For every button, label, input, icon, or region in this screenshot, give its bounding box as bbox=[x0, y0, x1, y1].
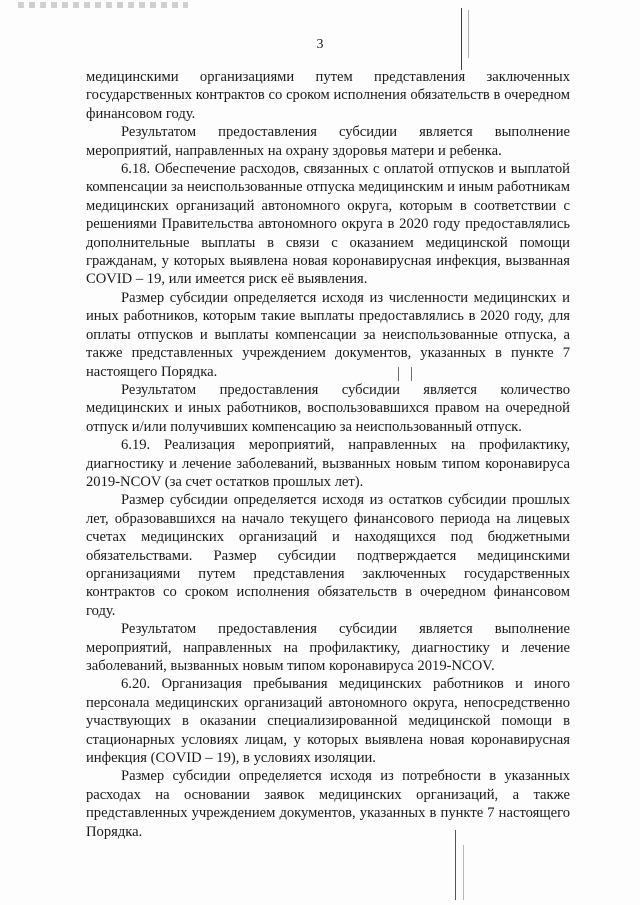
scan-artifact-header bbox=[18, 2, 188, 8]
scan-artifact-line bbox=[463, 845, 464, 900]
paragraph: Результатом предоставления субсидии является выполнение мероприятий, направленных на охрану здоровья матери и ребенка. bbox=[86, 124, 570, 159]
paragraph: Размер субсидии определяется исходя из численности медицинских и иных работников, которым такие выплаты предоставлялись в 2020 году, для оплаты отпусков и выплаты компенсации за неиспользованные отпуска, а также представленных учреждением документов, указанных в пункте 7 настоящего Порядка. bbox=[86, 289, 570, 380]
page-number: 3 bbox=[316, 37, 324, 52]
paragraph-6-18: 6.18. Обеспечение расходов, связанных с оплатой отпусков и выплатой компенсации за неиспользованные отпуска медицинским и иным работникам медицинских организаций автономного округа, которым в соответствии с решениями Правительства автономного округа в 2020 году предоставлялись дополнительные выплаты в связи с оказанием медицинской помощи гражданам, у которых выявлена новая коронавирусная инфекция, вызванная COVID – 19, или имеется риск её выявления. bbox=[86, 161, 570, 288]
paragraph-6-19: 6.19. Реализация мероприятий, направленных на профилактику, диагностику и лечение заболеваний, вызванных новым типом коронавируса 2019-NCOV (за счет остатков прошлых лет). bbox=[86, 437, 570, 490]
paragraph: Результатом предоставления субсидии является выполнение мероприятий, направленных на профилактику, диагностику и лечение заболеваний, вызванных новым типом коронавируса 2019-NCOV. bbox=[86, 621, 570, 674]
paragraph: Размер субсидии определяется исходя из остатков субсидии прошлых лет, образовавшихся на начало текущего финансового периода на лицевых счетах медицинских организаций и находящихся под бюджетными обязательствами. Размер субсидии подтверждается медицинскими организациями путем представления заключенных государственных контрактов со сроком исполнения обязательств в очередном финансовом году. bbox=[86, 492, 570, 619]
paragraph-6-20: 6.20. Организация пребывания медицинских работников и иного персонала медицинских организаций автономного округа, непосредственно участвующих в оказании специализированной медицинской помощи в стационарных условиях лицам, у которых выявлена новая коронавирусная инфекция (COVID – 19), в условиях изоляции. bbox=[86, 676, 570, 767]
paragraph: Результатом предоставления субсидии является количество медицинских и иных работников, воспользовавшихся правом на очередной отпуск и/или получивших компенсацию за неиспользованный отпуск. bbox=[86, 381, 570, 435]
document-body bbox=[86, 68, 570, 841]
paragraph: медицинскими организациями путем представления заключенных государственных контрактов со сроком исполнения обязательств в очередном финансовом году. bbox=[86, 69, 570, 122]
paragraph: Размер субсидии определяется исходя из потребности в указанных расходах на основании заявок медицинских организаций, а также представленных учреждением документов, указанных в пункте 7 настоящего Порядка. bbox=[86, 768, 570, 840]
